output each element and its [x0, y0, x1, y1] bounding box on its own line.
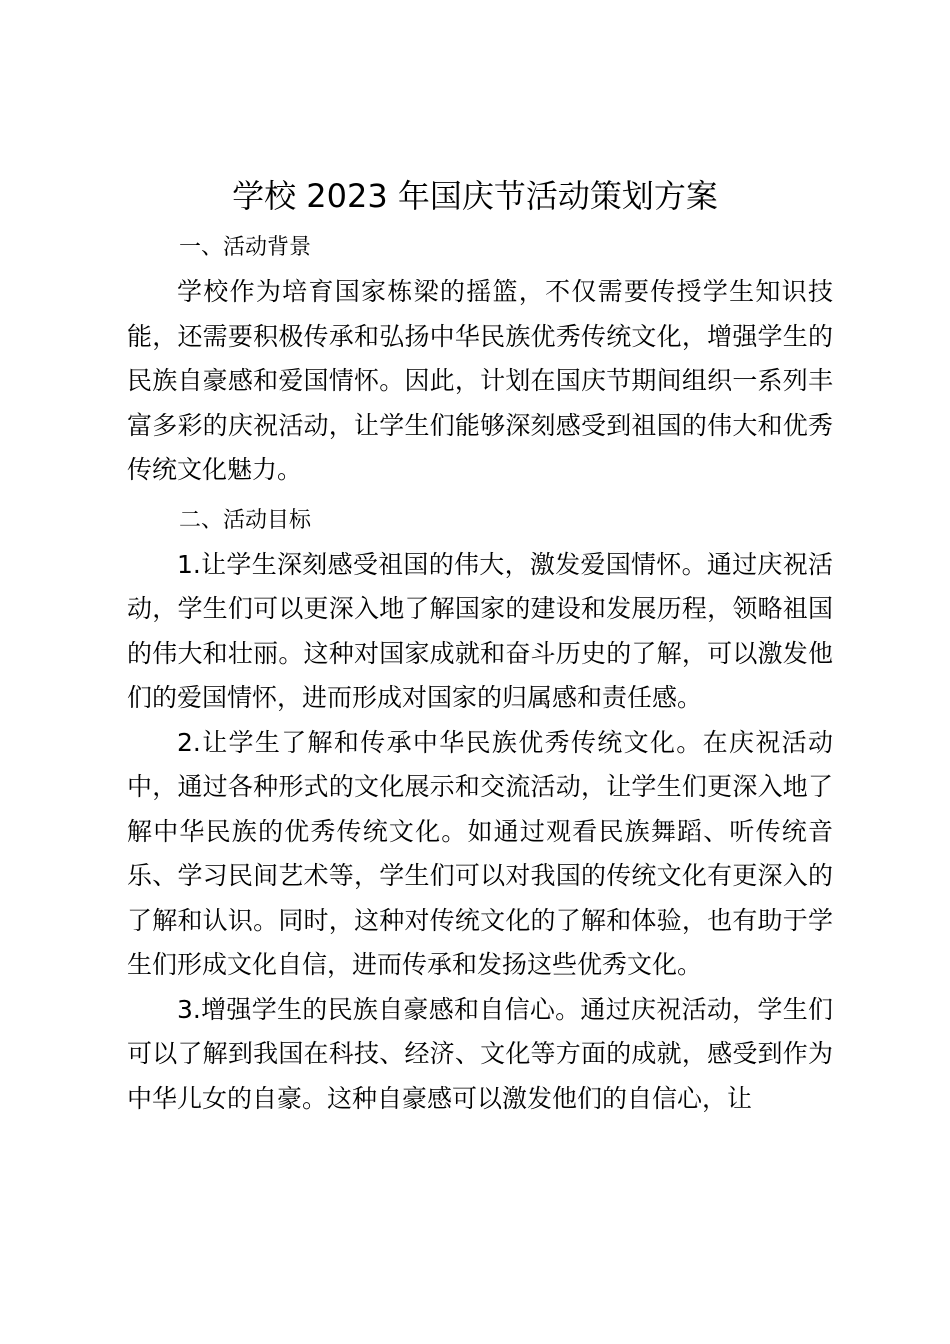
document-body [127, 226, 833, 1121]
paragraph-goal-2: 2.让学生了解和传承中华民族优秀传统文化。在庆祝活动中，通过各种形式的文化展示和交流活动，让学生们更深入地了解中华民族的优秀传统文化。如通过观看民族舞蹈、听传统音乐、学习民间艺术等，学生们可以对我国的传统文化有更深入的了解和认识。同时，这种对传统文化的了解和体验，也有助于学生们形成文化自信，进而传承和发扬这些优秀文化。 [127, 727, 833, 979]
paragraph-goal-3: 3.增强学生的民族自豪感和自信心。通过庆祝活动，学生们可以了解到我国在科技、经济、文化等方面的成就，感受到作为中华儿女的自豪。这种自豪感可以激发他们的自信心，让 [127, 994, 833, 1113]
document-title: 学校 2023 年国庆节活动策划方案 [232, 177, 718, 215]
section-heading-goals: 二、活动目标 [179, 507, 312, 533]
section-heading-background: 一、活动背景 [179, 235, 312, 260]
paragraph-background: 学校作为培育国家栋梁的摇篮，不仅需要传授学生知识技能，还需要积极传承和弘扬中华民族优秀传统文化，增强学生的民族自豪感和爱国情怀。因此，计划在国庆节期间组织一系列丰富多彩的庆祝活动，让学生们能够深刻感受到祖国的伟大和优秀传统文化魅力。 [127, 277, 833, 484]
paragraph-goal-1: 1.让学生深刻感受祖国的伟大，激发爱国情怀。通过庆祝活动，学生们可以更深入地了解国家的建设和发展历程，领略祖国的伟大和壮丽。这种对国家成就和奋斗历史的了解，可以激发他们的爱国情怀，进而形成对国家的归属感和责任感。 [127, 549, 833, 712]
